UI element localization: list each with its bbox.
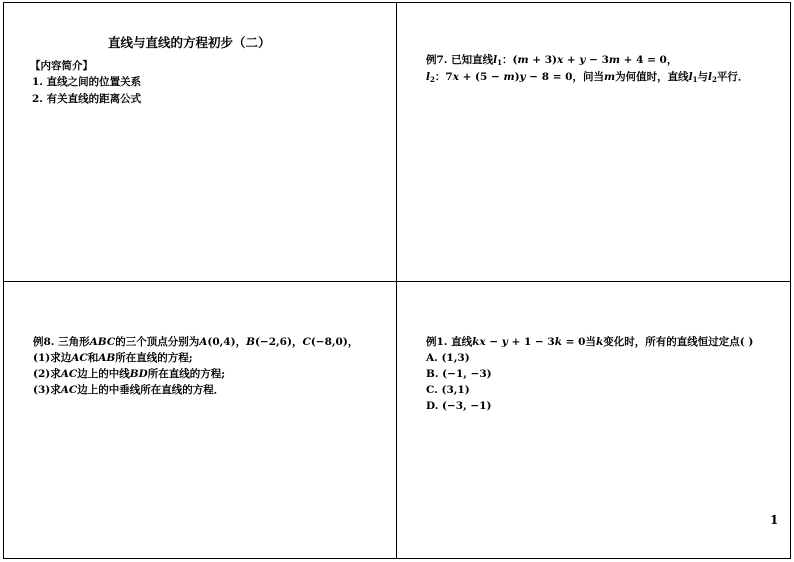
example-7-line-1: 例7. 已知直线$l_1$：(m + 3)x + y − 3m + 4 = 0， bbox=[426, 54, 678, 67]
example-8-part-2: (2)求AC边上的中线BD所在直线的方程; bbox=[33, 368, 226, 380]
option-b: B. (−1, −3) bbox=[426, 368, 492, 380]
example-8-statement: 例8. 三角形ABC的三个顶点分别为A(0,4)，B(−2,6)，C(−8,0)， bbox=[33, 336, 359, 348]
example-8-part-1: (1)求边AC和AB所在直线的方程; bbox=[33, 352, 193, 364]
page-number: 1 bbox=[770, 513, 779, 527]
horizontal-divider bbox=[3, 281, 791, 282]
slide-title: 直线与直线的方程初步（二） bbox=[108, 35, 271, 50]
example-7-line-2: $l_2$：7x + (5 − m)y − 8 = 0，问当m为何值时，直线$l_1$与$l_2$平行． bbox=[426, 71, 749, 84]
option-d: D. (−3, −1) bbox=[426, 400, 492, 412]
example-1-statement: 例1. 直线kx − y + 1 − 3k = 0当k变化时，所有的直线恒过定点( ) bbox=[426, 336, 754, 348]
intro-item-1: 1. 直线之间的位置关系 bbox=[32, 76, 142, 88]
option-a: A. (1,3) bbox=[426, 352, 470, 364]
intro-heading: 【内容简介】 bbox=[30, 60, 93, 72]
intro-item-2: 2. 有关直线的距离公式 bbox=[32, 93, 142, 105]
option-c: C. (3,1) bbox=[426, 384, 470, 396]
example-8-part-3: (3)求AC边上的中垂线所在直线的方程． bbox=[33, 384, 225, 396]
